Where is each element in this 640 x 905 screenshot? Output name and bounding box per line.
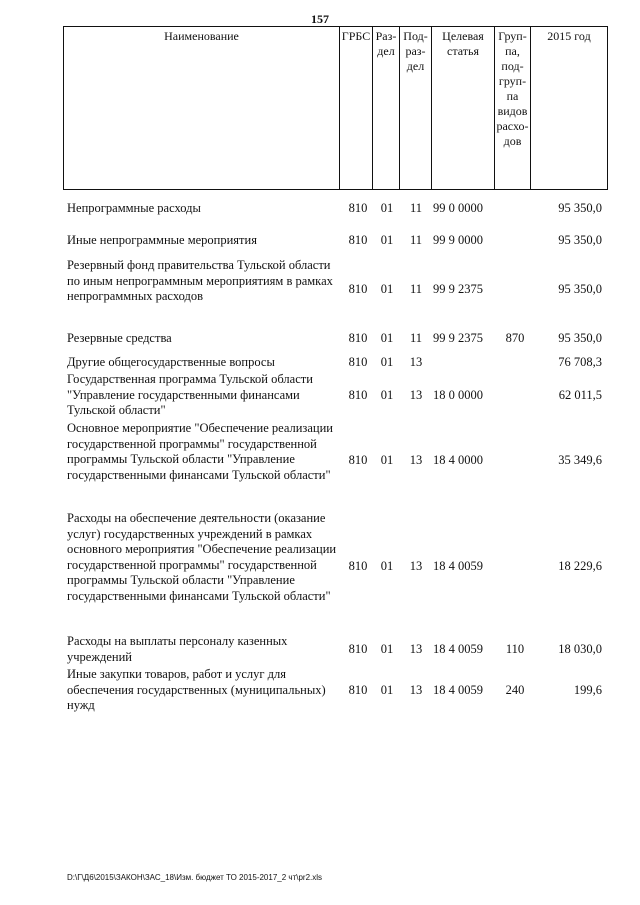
row-grbs: 810 bbox=[348, 355, 368, 369]
row-name: Другие общегосударственные вопросы bbox=[67, 355, 275, 369]
row-podrazdel: 11 bbox=[409, 282, 423, 296]
header-name-label: Наименование bbox=[164, 29, 239, 43]
row-target: 18 4 0059 bbox=[433, 642, 483, 656]
row-name: Расходы на обеспечение деятельности (оказание услуг) государственных учреждений в рамках основного мероприятия "Обеспечение реализации государственной программы" государственной программы Тульской области "Управление государственными финансами Тульской области" bbox=[67, 511, 337, 603]
row-grbs: 810 bbox=[348, 282, 368, 296]
header-target bbox=[431, 26, 494, 190]
header-target-label: Целевая статья bbox=[442, 29, 484, 58]
row-grbs: 810 bbox=[348, 453, 368, 467]
row-razdel: 01 bbox=[380, 201, 394, 215]
row-grbs: 810 bbox=[348, 201, 368, 215]
row-grbs: 810 bbox=[348, 683, 368, 697]
header-year-label: 2015 год bbox=[547, 29, 591, 43]
header-grbs-label: ГРБС bbox=[341, 29, 371, 43]
page-number: 157 bbox=[311, 12, 329, 26]
row-podrazdel: 11 bbox=[409, 201, 423, 215]
row-podrazdel: 13 bbox=[409, 388, 423, 402]
row-group: 870 bbox=[505, 331, 525, 345]
row-razdel: 01 bbox=[380, 331, 394, 345]
header-razdel-label: Раз- дел bbox=[375, 29, 397, 58]
row-sum: 18 229,6 bbox=[558, 559, 602, 573]
row-podrazdel: 13 bbox=[409, 559, 423, 573]
row-name: Расходы на выплаты персоналу казенных учреждений bbox=[67, 634, 288, 664]
row-razdel: 01 bbox=[380, 642, 394, 656]
row-target: 99 0 0000 bbox=[433, 201, 483, 215]
file-path-footer: D:\Г\Д6\2015\ЗАКОН\ЗАС_18\Изм. бюджет ТО 2015-2017_2 чт\pr2.xls bbox=[67, 873, 323, 882]
header-podrazdel-label: Под- раз- дел bbox=[403, 29, 428, 73]
row-sum: 18 030,0 bbox=[558, 642, 602, 656]
row-target: 18 0 0000 bbox=[433, 388, 483, 402]
header-grbs bbox=[339, 26, 372, 190]
row-target: 18 4 0000 bbox=[433, 453, 483, 467]
row-podrazdel: 11 bbox=[409, 331, 423, 345]
header-podrazdel bbox=[399, 26, 431, 190]
row-grbs: 810 bbox=[348, 331, 368, 345]
row-grbs: 810 bbox=[348, 388, 368, 402]
header-group bbox=[494, 26, 530, 190]
row-name: Основное мероприятие "Обеспечение реализации государственной программы" государственной программы Тульской области "Управление государственными финансами Тульской области" bbox=[67, 421, 333, 482]
row-name: Иные непрограммные мероприятия bbox=[67, 233, 257, 247]
row-sum: 95 350,0 bbox=[558, 233, 602, 247]
row-group: 110 bbox=[505, 642, 525, 656]
row-target: 18 4 0059 bbox=[433, 559, 483, 573]
header-group-label: Груп- па, под- груп- па видов расхо- дов bbox=[496, 29, 529, 148]
row-name: Резервные средства bbox=[67, 331, 172, 345]
row-sum: 95 350,0 bbox=[558, 331, 602, 345]
header-year bbox=[530, 26, 608, 190]
row-podrazdel: 13 bbox=[409, 683, 423, 697]
row-podrazdel: 11 bbox=[409, 233, 423, 247]
row-sum: 95 350,0 bbox=[558, 282, 602, 296]
row-podrazdel: 13 bbox=[409, 355, 423, 369]
row-grbs: 810 bbox=[348, 233, 368, 247]
row-podrazdel: 13 bbox=[409, 642, 423, 656]
row-grbs: 810 bbox=[348, 642, 368, 656]
row-sum: 62 011,5 bbox=[558, 388, 602, 402]
row-podrazdel: 13 bbox=[409, 453, 423, 467]
row-name: Иные закупки товаров, работ и услуг для обеспечения государственных (муниципальных) нужд bbox=[67, 667, 326, 712]
row-group: 240 bbox=[505, 683, 525, 697]
row-razdel: 01 bbox=[380, 355, 394, 369]
row-grbs: 810 bbox=[348, 559, 368, 573]
row-sum: 35 349,6 bbox=[558, 453, 602, 467]
row-razdel: 01 bbox=[380, 282, 394, 296]
row-name: Непрограммные расходы bbox=[67, 201, 201, 215]
row-target: 99 9 2375 bbox=[433, 282, 483, 296]
row-razdel: 01 bbox=[380, 559, 394, 573]
row-target: 18 4 0059 bbox=[433, 683, 483, 697]
header-name bbox=[63, 26, 339, 190]
row-sum: 199,6 bbox=[573, 683, 602, 697]
row-target: 99 9 2375 bbox=[433, 331, 483, 345]
row-sum: 95 350,0 bbox=[558, 201, 602, 215]
row-target: 99 9 0000 bbox=[433, 233, 483, 247]
row-razdel: 01 bbox=[380, 388, 394, 402]
row-razdel: 01 bbox=[380, 233, 394, 247]
row-razdel: 01 bbox=[380, 453, 394, 467]
row-sum: 76 708,3 bbox=[558, 355, 602, 369]
row-name: Резервный фонд правительства Тульской области по иным непрограммным мероприятиям в рамках непрограммных расходов bbox=[67, 258, 333, 303]
row-razdel: 01 bbox=[380, 683, 394, 697]
row-name: Государственная программа Тульской области "Управление государственными финансами Тульской области" bbox=[67, 372, 313, 417]
header-razdel bbox=[372, 26, 399, 190]
